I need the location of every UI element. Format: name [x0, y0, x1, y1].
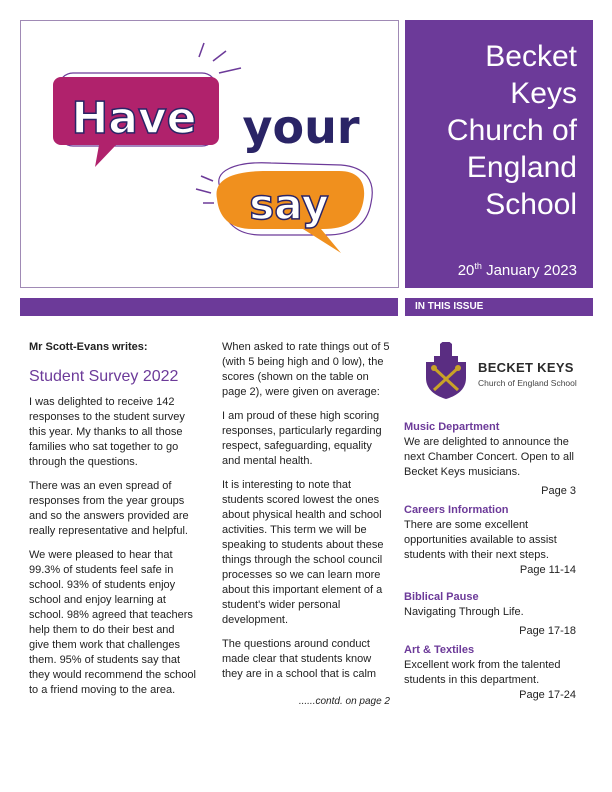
- article-paragraph: I was delighted to receive 142 responses to the student survey this year. My thanks to all those families who sat together to go through the questions.: [29, 396, 185, 468]
- article-paragraph: I am proud of these high scoring responses, particularly regarding respect, safeguarding, equality and mental health.: [222, 410, 382, 467]
- purple-divider-strip: [20, 298, 398, 316]
- article-paragraph: The questions around conduct made clear that students know they are in a school that is calm: [222, 638, 377, 680]
- spark-lines-top: [199, 43, 241, 73]
- issue-item-desc: Excellent work from the talented students in this department.: [404, 659, 561, 686]
- issue-item-title: Biblical Pause: [404, 591, 479, 603]
- school-name-line: Keys: [510, 77, 577, 110]
- issue-item-page: Page 17-24: [519, 689, 576, 701]
- school-name-line: England: [466, 151, 577, 184]
- issue-item-desc: We are delighted to announce the next Chamber Concert. Open to all Becket Keys musicians.: [404, 436, 574, 478]
- continued-note: ......contd. on page 2: [298, 696, 390, 707]
- have-your-say-illustration: [21, 21, 398, 287]
- school-logo: [418, 342, 590, 400]
- issue-item-page: Page 11-14: [519, 564, 576, 576]
- say-word: say: [249, 180, 329, 229]
- article-column-1: [29, 340, 197, 707]
- article-paragraph: When asked to rate things out of 5 (with 5 being high and 0 low), the scores (shown on the table on page 2), were given on average:: [222, 341, 390, 398]
- issue-item-page: Page 17-18: [519, 625, 576, 637]
- date-day: 20: [457, 262, 475, 279]
- school-name-line: School: [485, 188, 577, 221]
- article-paragraph: We were pleased to hear that 99.3% of students feel safe in school. 93% of students enjoy school and enjoy learning at school. 98% agreed that teachers help them to do their best and give them work that challenges them. 95% of students say that they would recommend the school to a friend moving to the area.: [29, 549, 196, 696]
- issue-item-desc: Navigating Through Life.: [404, 606, 524, 618]
- issue-item-music[interactable]: [404, 420, 576, 499]
- in-this-issue-label: IN THIS ISSUE: [405, 298, 593, 316]
- article-column-2: [222, 340, 390, 718]
- article-author: Mr Scott-Evans writes:: [29, 341, 148, 353]
- hero-image: [20, 20, 399, 288]
- your-word: your: [242, 100, 360, 154]
- school-title-box: [405, 20, 593, 288]
- issue-item-title: Music Department: [404, 421, 500, 433]
- issue-item-title: Careers Information: [404, 504, 509, 516]
- logo-name: BECKET KEYS: [478, 360, 574, 375]
- issue-item-careers[interactable]: [404, 503, 576, 578]
- have-word: Have: [71, 93, 197, 144]
- article-paragraph: There was an even spread of responses from the year groups and so the answers provided are really representative and helpful.: [29, 480, 189, 537]
- logo-subtitle: Church of England School: [478, 378, 577, 388]
- date-month-year: January 2023: [481, 262, 577, 279]
- school-name-line: Church of: [446, 114, 577, 147]
- issue-item-page: Page 3: [541, 485, 576, 497]
- issue-item-desc: There are some excellent opportunities available to assist students with their next steps.: [404, 519, 557, 561]
- article-heading: Student Survey 2022: [29, 368, 179, 385]
- issue-date: [415, 261, 577, 279]
- issue-item-art[interactable]: [404, 643, 576, 703]
- issue-item-biblical[interactable]: [404, 590, 576, 639]
- school-name-line: Becket: [485, 40, 577, 73]
- spark-lines-left: [196, 176, 214, 203]
- date-suffix: th: [474, 261, 482, 271]
- school-name: [415, 38, 577, 223]
- issue-list: [404, 420, 576, 707]
- article-paragraph: It is interesting to note that students scored lowest the ones about physical health and school activities. This term we will be speaking to students about these things through the school council processes so we can learn more about this important element of a student's wider personal development.: [222, 479, 384, 626]
- crest-icon: [418, 342, 474, 400]
- issue-item-title: Art & Textiles: [404, 644, 475, 656]
